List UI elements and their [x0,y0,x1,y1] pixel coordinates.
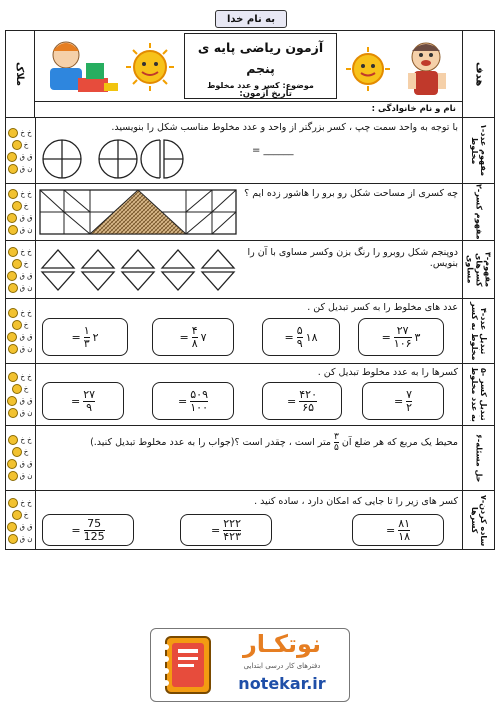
basmala-badge: به نام خدا [215,10,287,28]
q4-item-3[interactable]: ۷ $\frac{۴}{۸}$ = [152,318,234,356]
grade-scale: خ خ خ ق ق ن ق [6,492,34,549]
date-label: تاریخ آزمون: [239,89,292,99]
q5-item-2[interactable]: $\frac{۴۲۰}{۶۵}$ = [262,382,342,420]
q7-item-3[interactable]: $\frac{75}{125}$ = [42,514,134,546]
objective-6: ۶-حل مسئله [474,433,484,483]
q7-item-2[interactable]: $\frac{۲۲۲}{۴۲۳}$ = [180,514,272,546]
brand-name: نوتکـار [242,630,322,658]
exam-grade: پنجم [246,61,275,76]
objective-3: ۳-مفهوم کسرهای مساوی [465,251,493,288]
grade-scale: خ خ خ ق ق ن ق [6,242,34,297]
name-label: نام و نام خانوادگی : [371,104,456,114]
objective-7: ۷-ساده کردن کسرها [470,494,488,547]
grade-scale: خ خ خ ق ق ن ق [6,300,34,362]
brand-tagline: دفترهای کار درسی ابتدایی [243,662,321,670]
grade-scale: خ خ خ ق ق ن ق [6,185,34,239]
exam-title: آزمون ریاضی پایه ی [197,40,324,55]
q5-item-4[interactable]: $\frac{۲۷}{۹}$ = [42,382,124,420]
grade-scale: خ خ خ ق ق ن ق [6,365,34,424]
objective-5: ۵- تبدیل کسر به عدد مخلوط [470,367,488,422]
q7-item-1[interactable]: $\frac{۸۱}{۱۸}$ = [352,514,444,546]
brand-domain[interactable]: notekar.ir [238,674,326,693]
grade-scale: خ خ خ ق ق ن ق [6,120,34,182]
q5-text: کسرها را به عدد مخلوط تبدیل کن . [317,367,458,378]
q4-text: عدد های مخلوط را به کسر تبدیل کن . [307,302,458,313]
q2-triangle-figure [38,188,238,238]
notebook-logo-icon [160,633,216,697]
objective-2: ۲-مفهوم کسر [474,184,484,240]
q3-text: دوپنجم شکل روبرو را رنگ بزن وکسر مساوی با آن را بنویس. [247,247,458,269]
q4-item-1[interactable]: ۳ $\frac{۲۷}{۱۰۶}$ = [358,318,444,356]
q7-text: کسر های زیر را تا جایی که امکان دارد ، ساده کنید . [254,496,458,507]
objective-1: ۱-مفهوم عدد مخلوط [470,124,488,177]
q3-triangles-figure [38,246,238,294]
q5-item-3[interactable]: $\frac{۵۰۹}{۱۰۰}$ = [152,382,234,420]
score-column-label: ملاک [14,61,25,87]
q6-text: محیط یک مربع که هر ضلع آن $\frac{۳}{۵}$ متر است ، چقدر است ؟(جواب را به عدد مخلوط تبدیل کنید.) [90,432,458,453]
objective-4: ۴-تبدیل عدد مخلوط به کسر [470,301,488,361]
q5-item-1[interactable]: $\frac{۷}{۲}$ = [362,382,444,420]
goal-column-label: هدف [473,61,485,87]
exam-topic: موضوع: کسر و عدد مخلوط [207,81,314,90]
grade-scale: خ خ خ ق ق ن ق [6,427,34,489]
q2-text: چه کسری از مساحت شکل رو برو را هاشور زده ایم ؟ [244,188,458,199]
q4-item-4[interactable]: ۲ $\frac{۱}{۳}$ = [42,318,128,356]
q4-item-2[interactable]: ۱۸ $\frac{۵}{۹}$ = [262,318,340,356]
header-illustration-right [338,33,460,101]
q1-text: با توجه به واحد سمت چپ ، کسر بزرگتر از واحد و عدد مخلوط مناسب شکل را بنویسید. [111,122,458,133]
header-illustration-left [38,33,183,101]
q1-circles-figure [40,137,190,181]
q1-answer-blank[interactable]: = ______ [252,145,294,156]
